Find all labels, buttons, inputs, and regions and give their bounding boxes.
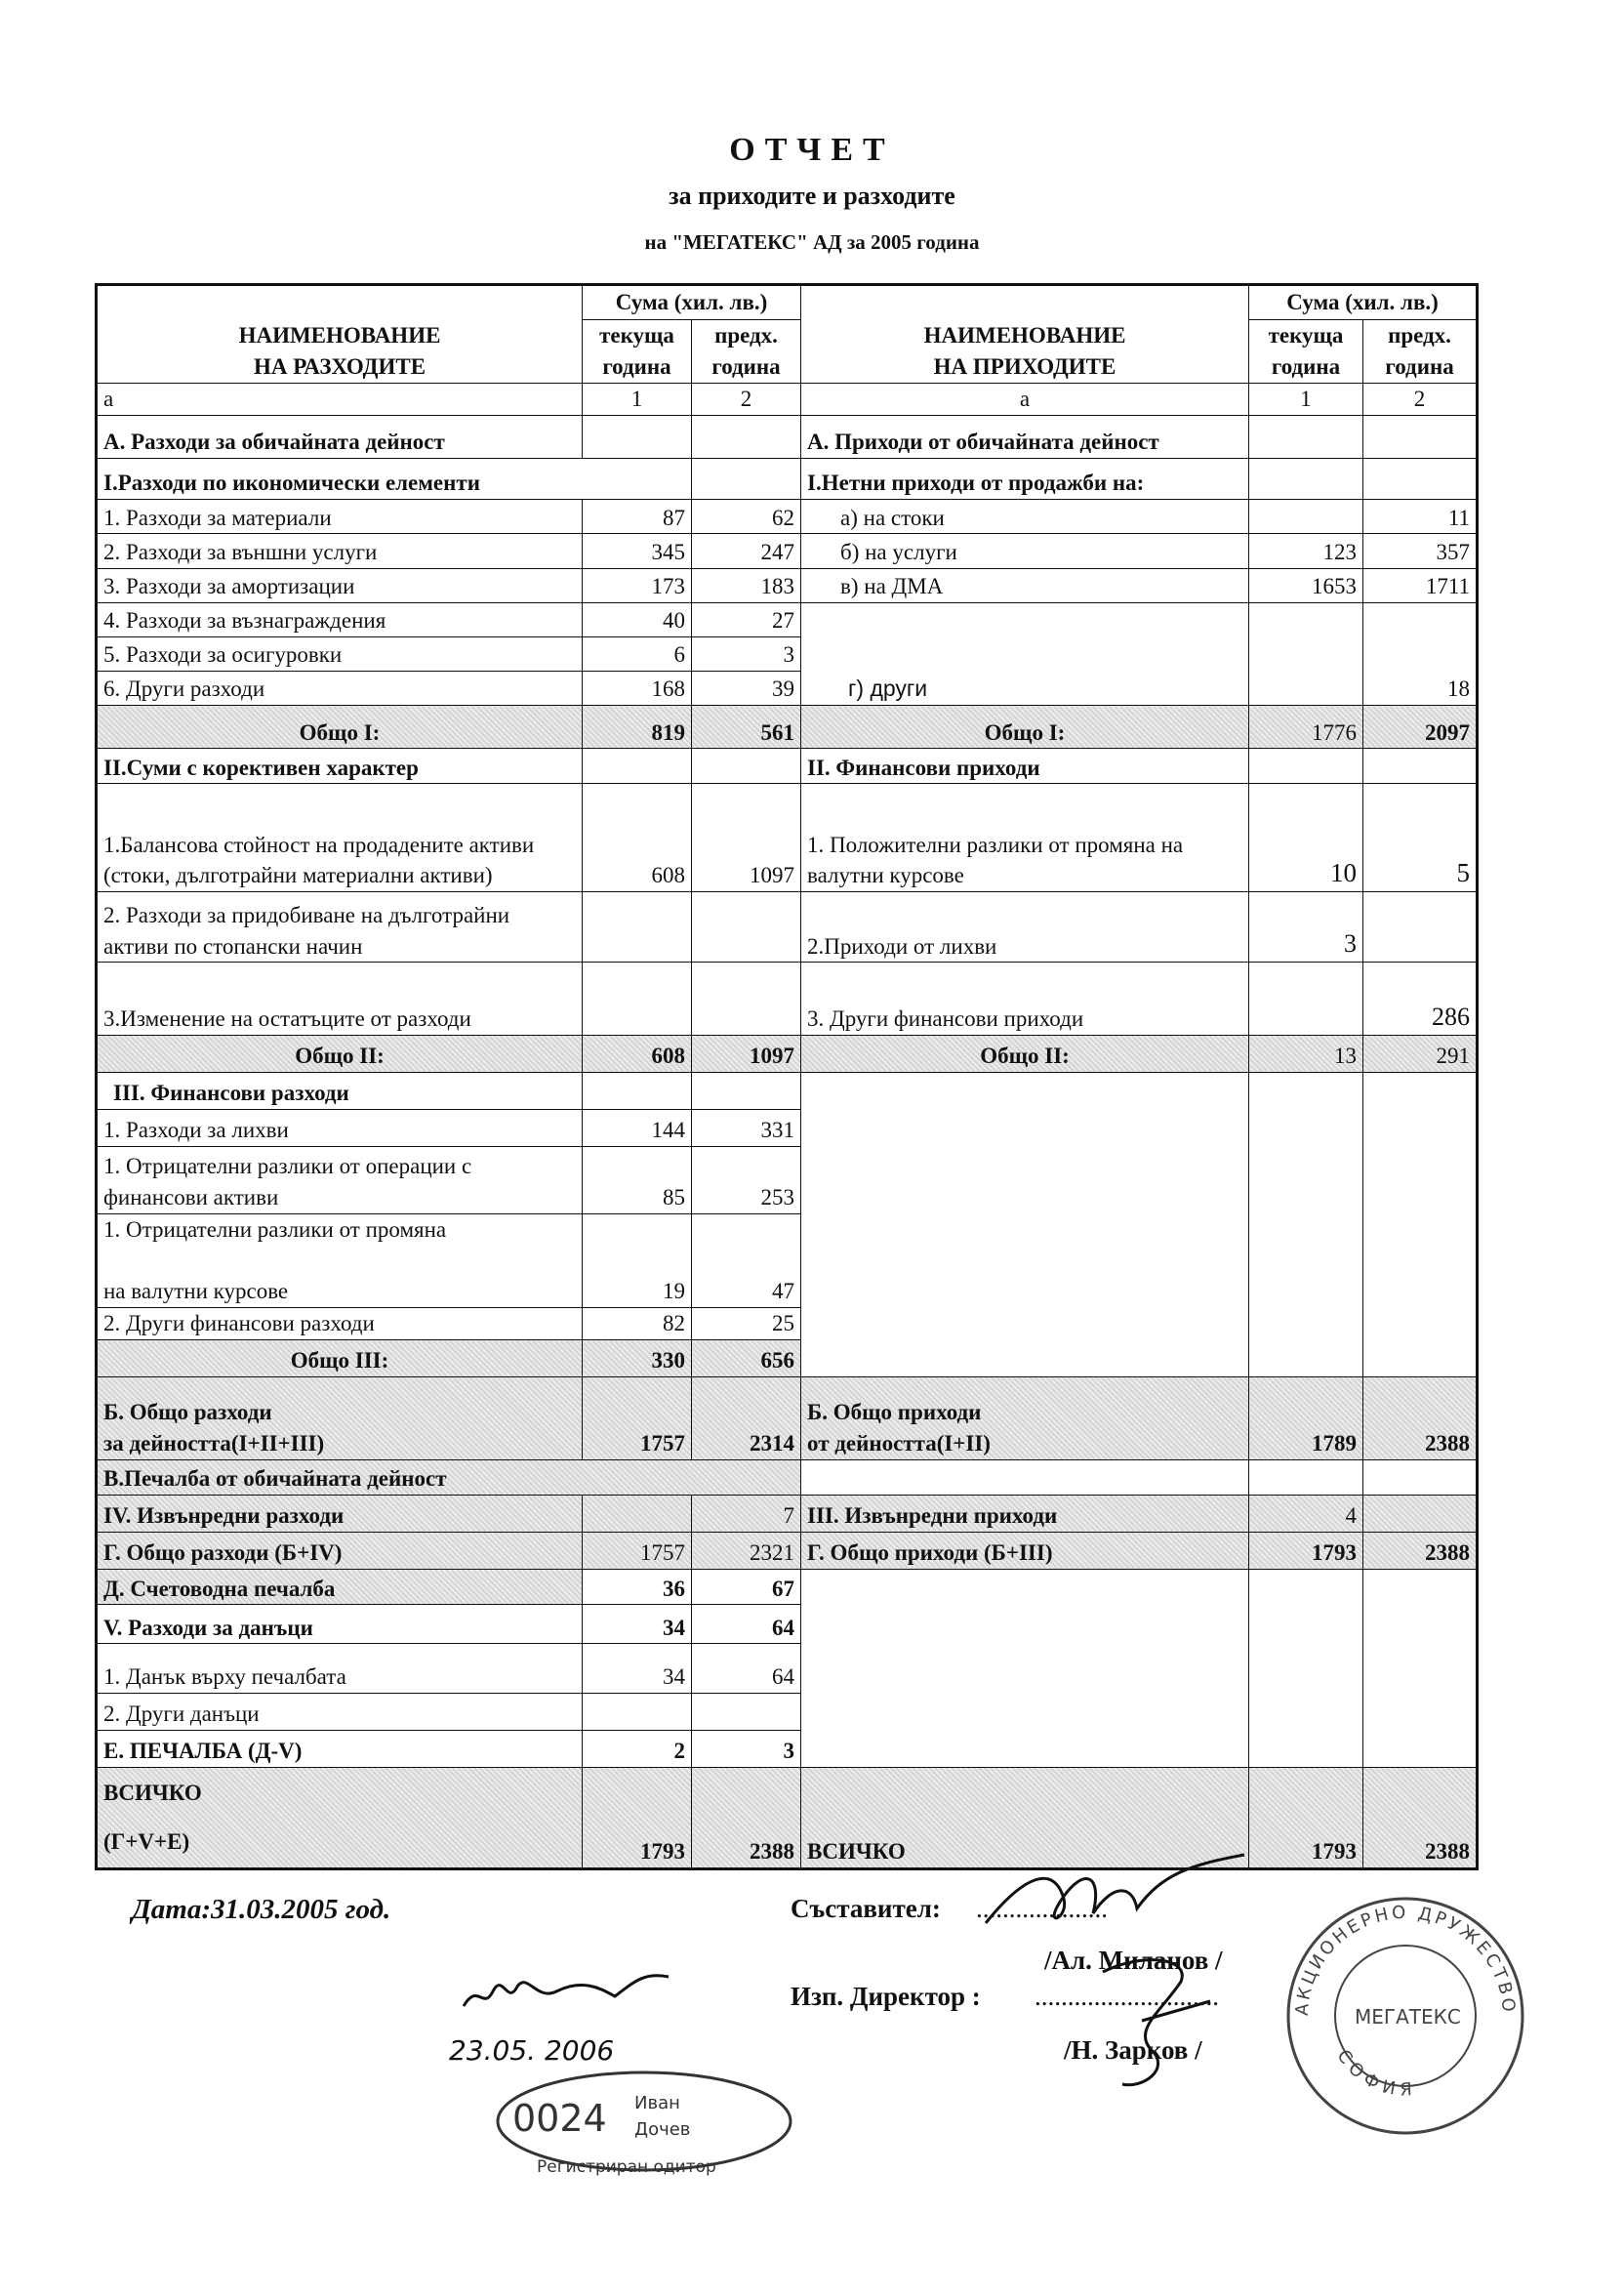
auditor-handwriting	[449, 1952, 703, 2070]
inc-row-label: III. Извънредни приходи	[801, 1495, 1249, 1532]
table-row	[97, 1072, 1478, 1109]
exp-prev-value: 64	[692, 1605, 801, 1644]
exp-row-label: Е. ПЕЧАЛБА (Д-V)	[97, 1730, 583, 1767]
inc-prev-value: 18	[1363, 602, 1478, 705]
table-row	[97, 534, 1478, 568]
exp-all-label: ВСИЧКО (Г+V+Е)	[97, 1768, 583, 1869]
inc-cur-value: 10	[1249, 784, 1363, 892]
income-name-header: НАИМЕНОВАНИЕ НА ПРИХОДИТЕ	[801, 285, 1249, 384]
inc-cur-value: 1653	[1249, 568, 1363, 602]
exp-row-label: 5. Разходи за осигуровки	[97, 636, 583, 671]
exp-cur-value: 36	[583, 1570, 692, 1605]
exp-total-label: Общо III:	[97, 1340, 583, 1377]
exp-prev-value: 3	[692, 636, 801, 671]
inc-prev-value: 2388	[1363, 1532, 1478, 1569]
inc-cur-value: 1793	[1249, 1532, 1363, 1569]
auditor-stamp-caption: Регистриран одитор	[537, 2157, 716, 2177]
exp-cur-value: 1793	[583, 1768, 692, 1869]
exp-row-label: 1. Отрицателни разлики от промяна на валутни курсове	[97, 1213, 583, 1308]
inc-total-label: Общо II:	[801, 1035, 1249, 1072]
column-index-row	[97, 383, 1478, 415]
exp-prev-value: 27	[692, 602, 801, 636]
composer-dots: ....................	[976, 1894, 1108, 1923]
expenses-name-header: НАИМЕНОВАНИЕ НА РАЗХОДИТЕ	[97, 285, 583, 384]
inc-row-label: 2.Приходи от лихви	[801, 892, 1249, 963]
exp-cur-value: 345	[583, 534, 692, 568]
inc-current-year-header: текуща година	[1249, 320, 1363, 384]
exp-cur-value: 85	[583, 1147, 692, 1213]
col-index-2: 2	[1363, 383, 1478, 415]
exp-cur-value: 168	[583, 671, 692, 705]
exp-row-label: IV. Извънредни разходи	[97, 1495, 583, 1532]
table-row	[97, 568, 1478, 602]
total-row	[97, 1377, 1478, 1459]
inc-cur-value: 3	[1249, 892, 1363, 963]
exp-cur-value: 19	[583, 1213, 692, 1308]
exp-cur-value: 144	[583, 1110, 692, 1147]
table-row	[97, 459, 1478, 500]
empty-income-cell	[801, 1072, 1249, 1376]
inc-total-label: Общо I:	[801, 706, 1249, 749]
exp-cur-value: 330	[583, 1340, 692, 1377]
exp-prev-value: 1097	[692, 1035, 801, 1072]
exp-prev-value: 3	[692, 1730, 801, 1767]
inc-prev-value: 2388	[1363, 1768, 1478, 1869]
table-row	[97, 1495, 1478, 1532]
exp-section-iii: III. Финансови разходи	[97, 1072, 583, 1109]
inc-total-b-label: Б. Общо приходи от дейността(I+II)	[801, 1377, 1249, 1459]
inc-prev-value: 286	[1363, 963, 1478, 1035]
company-seal-city: СОФИЯ	[1332, 2045, 1419, 2101]
table-row	[97, 602, 1478, 636]
exp-prev-value: 253	[692, 1147, 801, 1213]
subtotal-row	[97, 706, 1478, 749]
col-index-2: 2	[692, 383, 801, 415]
exp-prev-value: 7	[692, 1495, 801, 1532]
company-line: на "МЕГАТЕКС" АД за 2005 година	[644, 230, 980, 254]
exp-total-label: Общо II:	[97, 1035, 583, 1072]
table-row	[97, 892, 1478, 963]
exp-prev-value: 656	[692, 1340, 801, 1377]
exp-prev-value: 62	[692, 500, 801, 534]
table-row	[97, 784, 1478, 892]
exp-cur-value: 87	[583, 500, 692, 534]
inc-row-label: а) на стоки	[801, 500, 1249, 534]
composer-name: /Ал. Миланов /	[1044, 1946, 1223, 1975]
table-row	[97, 749, 1478, 784]
report-subtitle: за приходите и разходите	[669, 182, 955, 210]
exp-prev-value: 1097	[692, 784, 801, 892]
empty-income-cell	[801, 1570, 1249, 1768]
auditor-stamp-name-1: Иван	[634, 2093, 680, 2113]
auditor-stamp	[493, 2065, 795, 2192]
exp-row-label: 1.Балансова стойност на продадените активи (стоки, дълготрайни материални активи)	[97, 784, 583, 892]
report-title: ОТЧЕТ	[729, 132, 895, 168]
inc-cur-value: 13	[1249, 1035, 1363, 1072]
table-row	[97, 500, 1478, 534]
exp-row-label: V. Разходи за данъци	[97, 1605, 583, 1644]
inc-prev-value: 2097	[1363, 706, 1478, 749]
exp-row-label: 6. Други разходи	[97, 671, 583, 705]
inc-prev-year-header: предх. година	[1363, 320, 1478, 384]
director-dots: ............................	[1035, 1982, 1219, 2011]
inc-prev-value: 1711	[1363, 568, 1478, 602]
grand-total-row	[97, 1768, 1478, 1869]
inc-cur-value: 4	[1249, 1495, 1363, 1532]
inc-prev-value: 291	[1363, 1035, 1478, 1072]
svg-text:АКЦИОНЕРНО ДРУЖЕСТВО	[1292, 1903, 1520, 2017]
exp-prev-value: 561	[692, 706, 801, 749]
auditor-stamp-number: 0024	[512, 2097, 607, 2140]
exp-section-i: I.Разходи по икономически елементи	[97, 459, 692, 500]
col-index-a: а	[801, 383, 1249, 415]
exp-row-label: 3.Изменение на остатъците от разходи	[97, 963, 583, 1035]
table-row	[97, 1570, 1478, 1605]
director-signature	[1083, 1943, 1239, 2099]
exp-prev-value: 67	[692, 1570, 801, 1605]
table-row	[97, 415, 1478, 458]
exp-current-year-header: текуща година	[583, 320, 692, 384]
exp-cur-value: 34	[583, 1644, 692, 1693]
exp-cur-value: 40	[583, 602, 692, 636]
exp-row-label: 2. Разходи за външни услуги	[97, 534, 583, 568]
inc-cur-value: 1789	[1249, 1377, 1363, 1459]
exp-prev-value: 47	[692, 1213, 801, 1308]
exp-prev-year-header: предх. година	[692, 320, 801, 384]
exp-row-label: Д. Счетоводна печалба	[97, 1570, 583, 1605]
subtotal-row	[97, 1035, 1478, 1072]
exp-row-label: 2. Други данъци	[97, 1693, 583, 1730]
inc-section-a: А. Приходи от обичайната дейност	[801, 415, 1249, 458]
exp-prev-value: 183	[692, 568, 801, 602]
exp-row-label: 2. Разходи за придобиване на дълготрайни активи по стопански начин	[97, 892, 583, 963]
exp-row-label: 1. Отрицателни разлики от операции с финансови активи	[97, 1147, 583, 1213]
report-date: Дата:31.03.2005 год.	[132, 1894, 391, 1925]
inc-prev-value: 11	[1363, 500, 1478, 534]
exp-cur-value: 819	[583, 706, 692, 749]
exp-section-v-profit: В.Печалба от обичайната дейност	[97, 1459, 801, 1495]
total-row	[97, 1532, 1478, 1569]
exp-row-label: 3. Разходи за амортизации	[97, 568, 583, 602]
table-header-row	[97, 285, 1478, 320]
inc-row-label: б) на услуги	[801, 534, 1249, 568]
exp-row-label: Г. Общо разходи (Б+IV)	[97, 1532, 583, 1569]
col-index-a: а	[97, 383, 583, 415]
exp-section-ii: II.Суми с корективен характер	[97, 749, 583, 784]
exp-prev-value: 247	[692, 534, 801, 568]
table-row	[97, 963, 1478, 1035]
exp-cur-value: 82	[583, 1308, 692, 1340]
exp-section-a: А. Разходи за обичайната дейност	[97, 415, 583, 458]
inc-cur-value: 123	[1249, 534, 1363, 568]
inc-cur-value: 1793	[1249, 1768, 1363, 1869]
company-seal-text: АКЦИОНЕРНО ДРУЖЕСТВО	[1291, 1902, 1520, 2017]
inc-section-i: I.Нетни приходи от продажби на:	[801, 459, 1249, 500]
company-seal-center: МЕГАТЕКС	[1355, 2005, 1461, 2029]
exp-prev-value: 2388	[692, 1768, 801, 1869]
exp-total-b-label: Б. Общо разходи за дейността(I+II+III)	[97, 1377, 583, 1459]
exp-prev-value: 39	[692, 671, 801, 705]
exp-prev-value: 64	[692, 1644, 801, 1693]
exp-cur-value: 6	[583, 636, 692, 671]
inc-all-label: ВСИЧКО	[801, 1768, 1249, 1869]
inc-section-ii: II. Финансови приходи	[801, 749, 1249, 784]
exp-cur-value: 608	[583, 784, 692, 892]
company-seal	[1279, 1889, 1532, 2143]
director-label: Изп. Директор :	[791, 1982, 981, 2011]
exp-prev-value: 2321	[692, 1532, 801, 1569]
exp-prev-value: 2314	[692, 1377, 801, 1459]
exp-cur-value: 2	[583, 1730, 692, 1767]
exp-row-label: 1. Разходи за материали	[97, 500, 583, 534]
income-expense-table	[95, 283, 1479, 1870]
col-index-1: 1	[1249, 383, 1363, 415]
exp-row-label: 1. Разходи за лихви	[97, 1110, 583, 1147]
inc-cur-value: 1776	[1249, 706, 1363, 749]
exp-cur-value: 1757	[583, 1377, 692, 1459]
inc-row-label: в) на ДМА	[801, 568, 1249, 602]
inc-row-label: Г. Общо приходи (Б+III)	[801, 1532, 1249, 1569]
exp-cur-value: 608	[583, 1035, 692, 1072]
exp-cur-value: 1757	[583, 1532, 692, 1569]
exp-cur-value: 173	[583, 568, 692, 602]
exp-total-label: Общо I:	[97, 706, 583, 749]
inc-row-label: 1. Положителни разлики от промяна на валутни курсове	[801, 784, 1249, 892]
handwritten-date: 23.05. 2006	[449, 2034, 615, 2067]
exp-prev-value: 25	[692, 1308, 801, 1340]
auditor-stamp-name-2: Дочев	[634, 2119, 691, 2140]
svg-text:СОФИЯ	[1332, 2046, 1418, 2101]
exp-row-label: 4. Разходи за възнаграждения	[97, 602, 583, 636]
exp-row-label: 2. Други финансови разходи	[97, 1308, 583, 1340]
inc-prev-value: 5	[1363, 784, 1478, 892]
exp-prev-value: 331	[692, 1110, 801, 1147]
exp-cur-value: 34	[583, 1605, 692, 1644]
inc-row-label: г) други	[801, 602, 1249, 705]
expenses-sum-header: Сума (хил. лв.)	[583, 285, 801, 320]
inc-prev-value: 357	[1363, 534, 1478, 568]
exp-row-label: 1. Данък върху печалбата	[97, 1644, 583, 1693]
composer-label: Съставител:	[791, 1894, 941, 1923]
inc-prev-value: 2388	[1363, 1377, 1478, 1459]
director-name: /Н. Зарков /	[1064, 2035, 1202, 2065]
table-row	[97, 1459, 1478, 1495]
income-sum-header: Сума (хил. лв.)	[1249, 285, 1478, 320]
inc-row-label: 3. Други финансови приходи	[801, 963, 1249, 1035]
col-index-1: 1	[583, 383, 692, 415]
